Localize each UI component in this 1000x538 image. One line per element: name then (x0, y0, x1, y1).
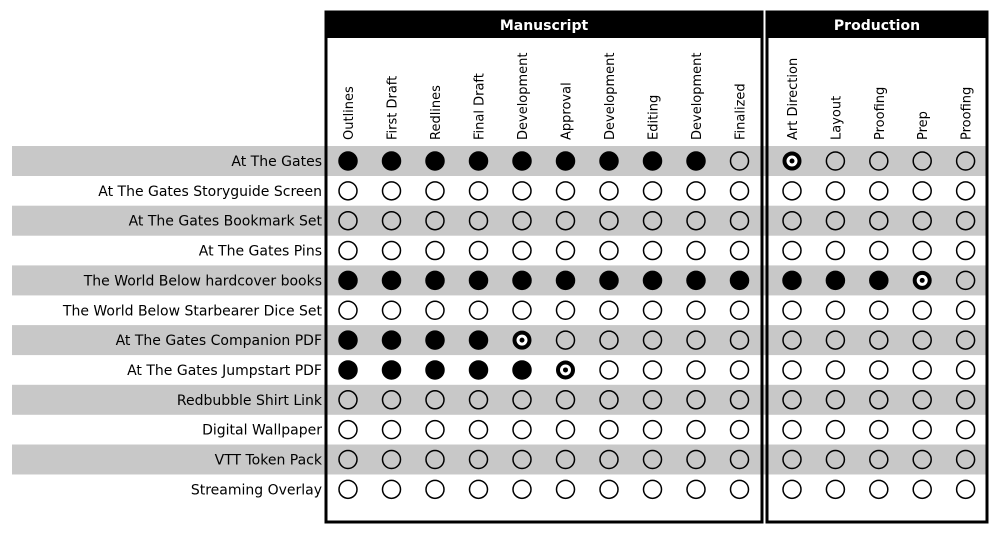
status-done-mark (470, 331, 488, 349)
group-header-label: Manuscript (499, 18, 589, 34)
status-not-started-mark (557, 421, 575, 439)
status-not-started-mark (913, 421, 931, 439)
status-not-started-mark (913, 301, 931, 319)
status-not-started-mark (957, 301, 975, 319)
group-header-label: Production (833, 18, 921, 34)
status-done-mark (339, 271, 357, 289)
status-not-started-mark (426, 480, 444, 498)
stage-label: Approval (559, 82, 575, 140)
status-not-started-mark (513, 421, 531, 439)
status-not-started-mark (339, 242, 357, 260)
status-not-started-mark (783, 182, 801, 200)
status-in-progress-dot (520, 338, 525, 343)
status-not-started-mark (644, 361, 662, 379)
status-not-started-mark (826, 480, 844, 498)
status-not-started-mark (557, 480, 575, 498)
status-in-progress-dot (563, 367, 568, 372)
status-not-started-mark (644, 242, 662, 260)
status-not-started-mark (426, 182, 444, 200)
status-not-started-mark (426, 301, 444, 319)
status-not-started-mark (383, 242, 401, 260)
status-done-mark (600, 152, 618, 170)
status-not-started-mark (687, 361, 705, 379)
row-label: At The Gates Jumpstart PDF (127, 362, 322, 379)
status-done-mark (687, 271, 705, 289)
status-not-started-mark (470, 301, 488, 319)
stage-label: Development (516, 52, 531, 140)
status-not-started-mark (557, 242, 575, 260)
status-not-started-mark (731, 242, 749, 260)
status-not-started-mark (600, 421, 618, 439)
status-done-mark (426, 361, 444, 379)
status-not-started-mark (826, 421, 844, 439)
status-not-started-mark (383, 480, 401, 498)
status-not-started-mark (383, 301, 401, 319)
status-done-mark (557, 152, 575, 170)
status-not-started-mark (731, 182, 749, 200)
status-not-started-mark (470, 421, 488, 439)
status-not-started-mark (383, 421, 401, 439)
status-done-mark (339, 331, 357, 349)
status-not-started-mark (687, 182, 705, 200)
status-not-started-mark (913, 182, 931, 200)
row-label: At The Gates Pins (198, 243, 322, 260)
status-not-started-mark (644, 182, 662, 200)
status-not-started-mark (470, 480, 488, 498)
status-not-started-mark (339, 182, 357, 200)
row-label: Redbubble Shirt Link (176, 392, 322, 409)
row-label: At The Gates Bookmark Set (128, 213, 322, 230)
status-not-started-mark (339, 480, 357, 498)
status-not-started-mark (687, 301, 705, 319)
status-not-started-mark (870, 421, 888, 439)
status-done-mark (426, 152, 444, 170)
row-label: VTT Token Pack (214, 452, 322, 469)
status-not-started-mark (870, 480, 888, 498)
status-done-mark (470, 271, 488, 289)
status-not-started-mark (957, 421, 975, 439)
stage-label: Final Draft (472, 73, 488, 140)
row-label: The World Below Starbearer Dice Set (62, 303, 322, 320)
status-done-mark (687, 152, 705, 170)
status-not-started-mark (383, 182, 401, 200)
status-not-started-mark (783, 361, 801, 379)
status-not-started-mark (644, 421, 662, 439)
status-not-started-mark (426, 242, 444, 260)
status-not-started-mark (687, 242, 705, 260)
status-not-started-mark (783, 480, 801, 498)
row-label: Digital Wallpaper (202, 422, 322, 439)
status-done-mark (383, 361, 401, 379)
stage-label: Editing (646, 94, 662, 140)
status-not-started-mark (600, 361, 618, 379)
status-not-started-mark (557, 301, 575, 319)
status-done-mark (731, 271, 749, 289)
status-done-mark (870, 271, 888, 289)
stage-label: Redlines (429, 85, 444, 140)
status-done-mark (600, 271, 618, 289)
status-not-started-mark (470, 242, 488, 260)
status-done-mark (826, 271, 844, 289)
row-label: Streaming Overlay (190, 482, 322, 499)
status-done-mark (513, 271, 531, 289)
status-not-started-mark (913, 480, 931, 498)
status-not-started-mark (644, 301, 662, 319)
status-not-started-mark (339, 421, 357, 439)
row-band (12, 146, 987, 176)
stage-label: Proofing (959, 86, 975, 140)
status-not-started-mark (783, 301, 801, 319)
status-done-mark (383, 152, 401, 170)
status-not-started-mark (783, 242, 801, 260)
status-not-started-mark (600, 301, 618, 319)
row-label: At The Gates Companion PDF (115, 333, 322, 350)
stage-label: Development (603, 52, 618, 140)
status-not-started-mark (687, 421, 705, 439)
status-not-started-mark (513, 242, 531, 260)
stage-label: First Draft (385, 75, 401, 140)
status-done-mark (644, 152, 662, 170)
status-done-mark (426, 271, 444, 289)
status-done-mark (513, 152, 531, 170)
status-not-started-mark (957, 182, 975, 200)
status-not-started-mark (913, 242, 931, 260)
status-not-started-mark (870, 361, 888, 379)
status-not-started-mark (731, 480, 749, 498)
status-done-mark (383, 331, 401, 349)
status-in-progress-dot (920, 278, 925, 283)
row-label: The World Below hardcover books (83, 273, 322, 290)
status-done-mark (644, 271, 662, 289)
status-not-started-mark (826, 301, 844, 319)
status-not-started-mark (687, 480, 705, 498)
status-not-started-mark (870, 301, 888, 319)
status-not-started-mark (731, 421, 749, 439)
status-not-started-mark (600, 242, 618, 260)
stage-label: Development (690, 52, 705, 140)
status-done-mark (513, 361, 531, 379)
status-done-mark (783, 271, 801, 289)
status-not-started-mark (644, 480, 662, 498)
status-done-mark (339, 361, 357, 379)
status-not-started-mark (870, 242, 888, 260)
stage-label: Finalized (733, 83, 749, 140)
status-not-started-mark (731, 301, 749, 319)
status-not-started-mark (426, 421, 444, 439)
stage-label: Prep (916, 111, 932, 140)
status-done-mark (339, 152, 357, 170)
row-band (12, 445, 987, 475)
row-band (12, 385, 987, 415)
stage-label: Layout (829, 95, 845, 140)
status-not-started-mark (913, 361, 931, 379)
status-not-started-mark (957, 361, 975, 379)
status-not-started-mark (513, 480, 531, 498)
stage-labels (342, 52, 975, 140)
status-not-started-mark (600, 480, 618, 498)
status-not-started-mark (557, 182, 575, 200)
status-not-started-mark (870, 182, 888, 200)
status-not-started-mark (339, 301, 357, 319)
status-not-started-mark (957, 480, 975, 498)
status-done-mark (557, 271, 575, 289)
status-done-mark (426, 331, 444, 349)
status-not-started-mark (826, 361, 844, 379)
status-in-progress-dot (790, 159, 795, 164)
status-not-started-mark (513, 301, 531, 319)
status-not-started-mark (731, 361, 749, 379)
status-not-started-mark (826, 242, 844, 260)
stage-label: Proofing (872, 86, 888, 140)
status-done-mark (470, 361, 488, 379)
status-not-started-mark (826, 182, 844, 200)
row-label: At The Gates (231, 154, 322, 170)
row-label: At The Gates Storyguide Screen (98, 183, 322, 200)
status-not-started-mark (957, 242, 975, 260)
status-done-mark (470, 152, 488, 170)
status-not-started-mark (470, 182, 488, 200)
status-not-started-mark (513, 182, 531, 200)
stage-label: Art Direction (786, 57, 801, 140)
status-not-started-mark (783, 421, 801, 439)
status-done-mark (383, 271, 401, 289)
status-not-started-mark (600, 182, 618, 200)
stage-label: Outlines (342, 86, 357, 140)
